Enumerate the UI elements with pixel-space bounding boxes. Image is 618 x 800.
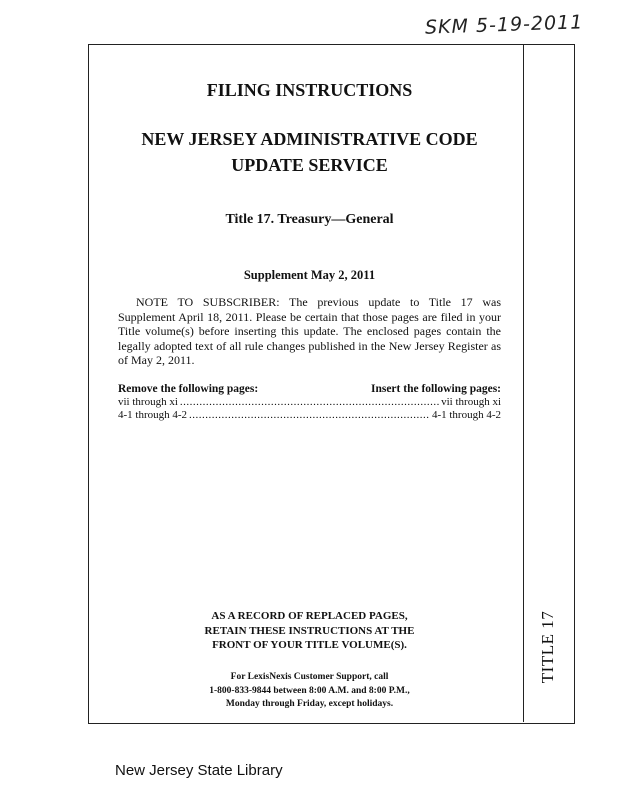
table-row	[118, 409, 501, 422]
bottom-border	[88, 723, 575, 724]
code-title-line: UPDATE SERVICE	[231, 155, 388, 175]
code-title-line: NEW JERSEY ADMINISTRATIVE CODE	[141, 129, 478, 149]
spine-label	[522, 602, 574, 692]
pages-table	[118, 382, 501, 422]
right-border	[574, 44, 575, 724]
left-border	[88, 44, 89, 724]
subscriber-note: NOTE TO SUBSCRIBER: The previous update to Title 17 was Supplement April 18, 2011. Please be certain that those pages are filed in your Title volume(s) before inserting this update. The enclosed pages contain the legally adopted text of all rule changes published in the New Jersey Register as of May 2, 2011.	[118, 295, 501, 368]
code-title	[118, 126, 501, 178]
customer-support	[118, 671, 501, 712]
remove-header: Remove the following pages:	[118, 382, 259, 395]
support-line: 1-800-833-9844 between 8:00 A.M. and 8:00 P.M.,	[209, 685, 410, 696]
insert-pages: vii through xi	[441, 395, 501, 408]
record-notice-line: RETAIN THESE INSTRUCTIONS AT THE	[204, 624, 415, 637]
pages-table-header	[118, 382, 501, 396]
support-line: For LexisNexis Customer Support, call	[230, 672, 389, 682]
title-name: Title 17. Treasury—General	[225, 212, 394, 227]
remove-pages: vii through xi	[118, 395, 178, 408]
handwritten-annotation: SKM 5-19-2011	[424, 11, 584, 39]
record-notice	[118, 609, 501, 653]
record-notice-line: FRONT OF YOUR TITLE VOLUME(S).	[212, 639, 407, 651]
table-row	[118, 396, 501, 409]
dot-leader	[180, 396, 439, 409]
insert-pages: 4-1 through 4-2	[431, 408, 501, 421]
supplement-date: Supplement May 2, 2011	[243, 268, 376, 282]
spine-label-text: TITLE 17	[538, 610, 558, 684]
footer-library: New Jersey State Library	[115, 762, 283, 779]
support-line: Monday through Friday, except holidays.	[225, 699, 394, 709]
record-notice-line: AS A RECORD OF REPLACED PAGES,	[211, 610, 408, 622]
document-heading: FILING INSTRUCTIONS	[206, 80, 413, 100]
remove-pages: 4-1 through 4-2	[118, 408, 188, 421]
instructions-body	[118, 80, 501, 422]
top-border	[88, 44, 575, 45]
insert-header: Insert the following pages:	[370, 382, 501, 395]
dot-leader	[189, 409, 430, 422]
